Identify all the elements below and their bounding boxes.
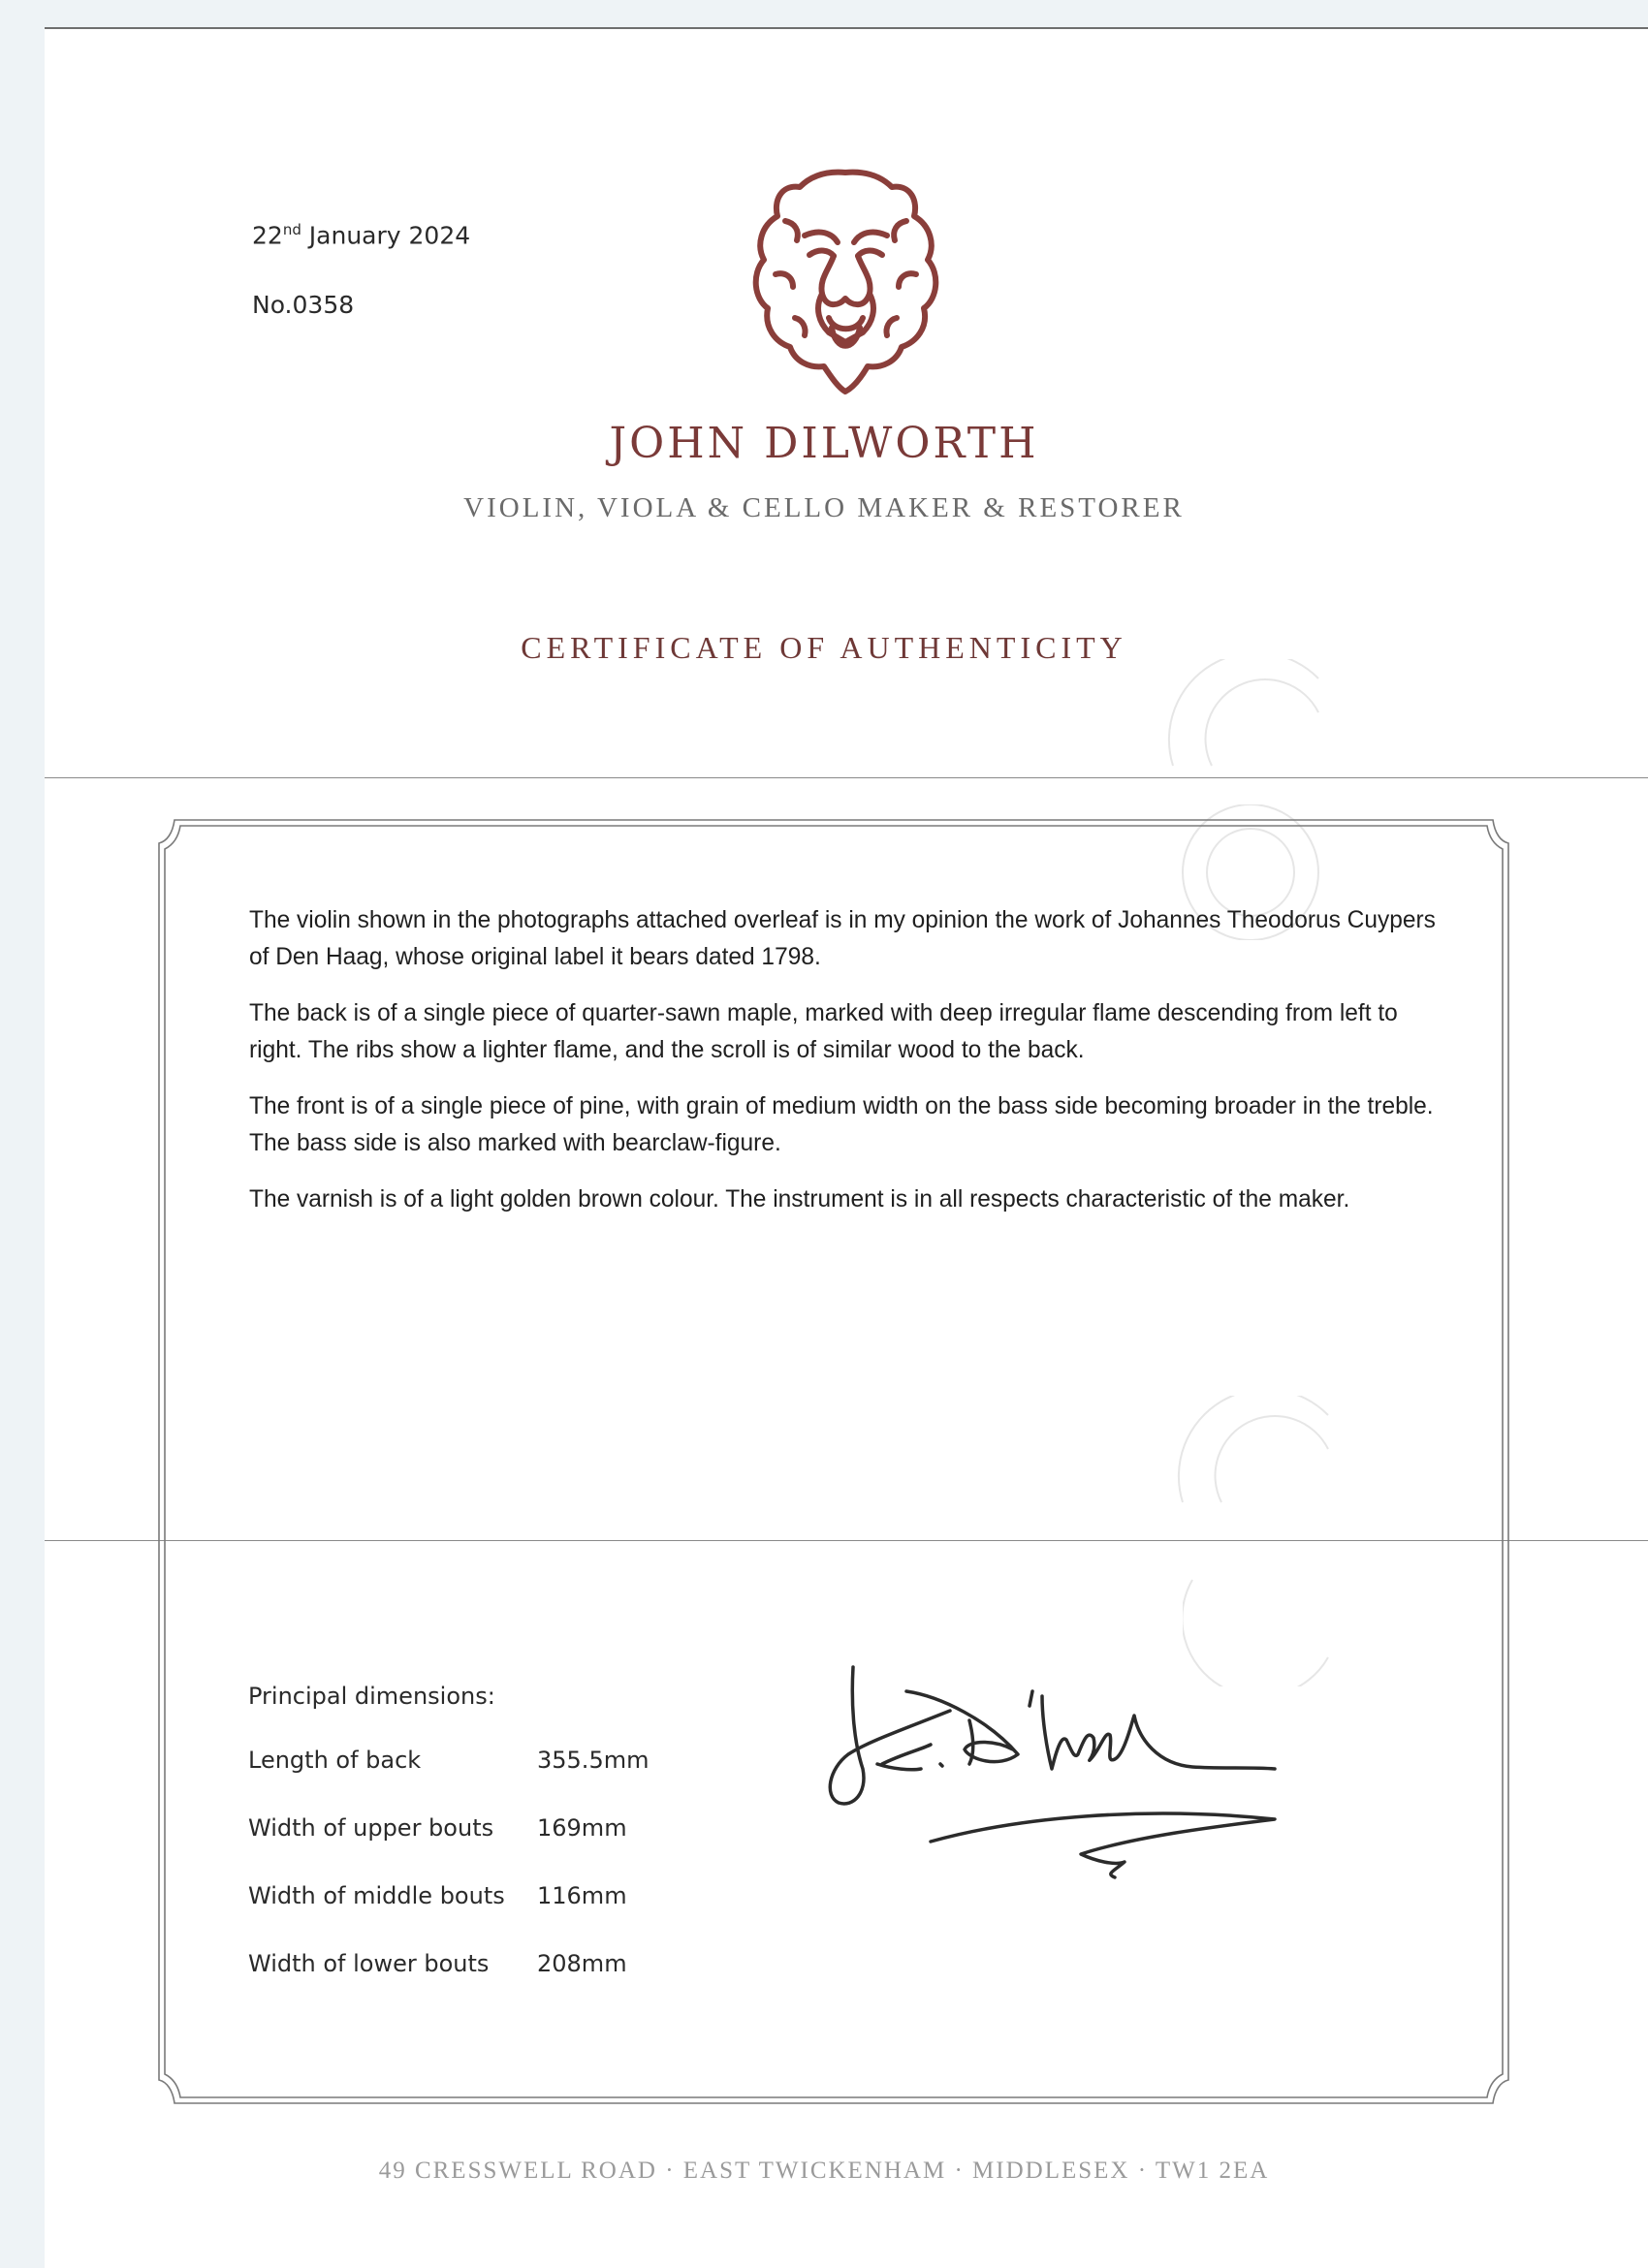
- footer-address: 49 CRESSWELL ROAD · EAST TWICKENHAM · MIDDLESEX · TW1 2EA: [378, 2158, 1270, 2184]
- dimension-row: [248, 1814, 649, 1882]
- dimension-label: Length of back: [248, 1747, 422, 1774]
- maker-tagline: VIOLIN, VIOLA & CELLO MAKER & RESTORER: [463, 492, 1185, 523]
- dimension-row: [248, 1747, 649, 1814]
- date-month-year: January 2024: [301, 221, 471, 250]
- dimension-row: [248, 1950, 649, 2018]
- dimension-value: 355.5mm: [537, 1747, 650, 1774]
- dimension-label: Width of middle bouts: [248, 1882, 505, 1909]
- dimension-label: Width of upper bouts: [248, 1814, 494, 1842]
- dimension-value: 169mm: [537, 1814, 627, 1842]
- date-suffix: nd: [282, 221, 301, 238]
- dimension-label: Width of lower bouts: [248, 1950, 490, 1977]
- lion-head-icon: [737, 163, 955, 395]
- maker-name: JOHN DILWORTH: [609, 419, 1039, 468]
- paragraph-attribution: The violin shown in the photographs attached overleaf is in my opinion the work of Johannes Theodorus Cuypers of Den Haag, whose original label it bears dated 1798.: [249, 906, 1436, 970]
- certificate-date: [252, 221, 470, 249]
- embossed-seal-icon: [1154, 659, 1328, 775]
- dimensions-heading: Principal dimensions:: [248, 1683, 495, 1710]
- dimension-value: 208mm: [537, 1950, 627, 1977]
- paragraph-back: The back is of a single piece of quarter-sawn maple, marked with deep irregular flame descending from left to right. The ribs show a lighter flame, and the scroll is of similar wood to the back.: [249, 999, 1398, 1063]
- certificate-body: [249, 901, 1446, 1237]
- certificate-number: No.0358: [252, 291, 355, 319]
- dimension-value: 116mm: [537, 1882, 627, 1909]
- handwritten-signature-icon: [824, 1662, 1280, 1885]
- principal-dimensions: [248, 1683, 649, 2018]
- dimension-row: [248, 1882, 649, 1950]
- date-day: 22: [252, 221, 283, 250]
- paragraph-varnish: The varnish is of a light golden brown colour. The instrument is in all respects characteristic of the maker.: [249, 1185, 1350, 1213]
- paragraph-front: The front is of a single piece of pine, with grain of medium width on the bass side becoming broader in the treble. The bass side is also marked with bearclaw-figure.: [249, 1092, 1434, 1156]
- certificate-title: CERTIFICATE OF AUTHENTICITY: [521, 630, 1127, 665]
- fold-line: [45, 777, 1648, 778]
